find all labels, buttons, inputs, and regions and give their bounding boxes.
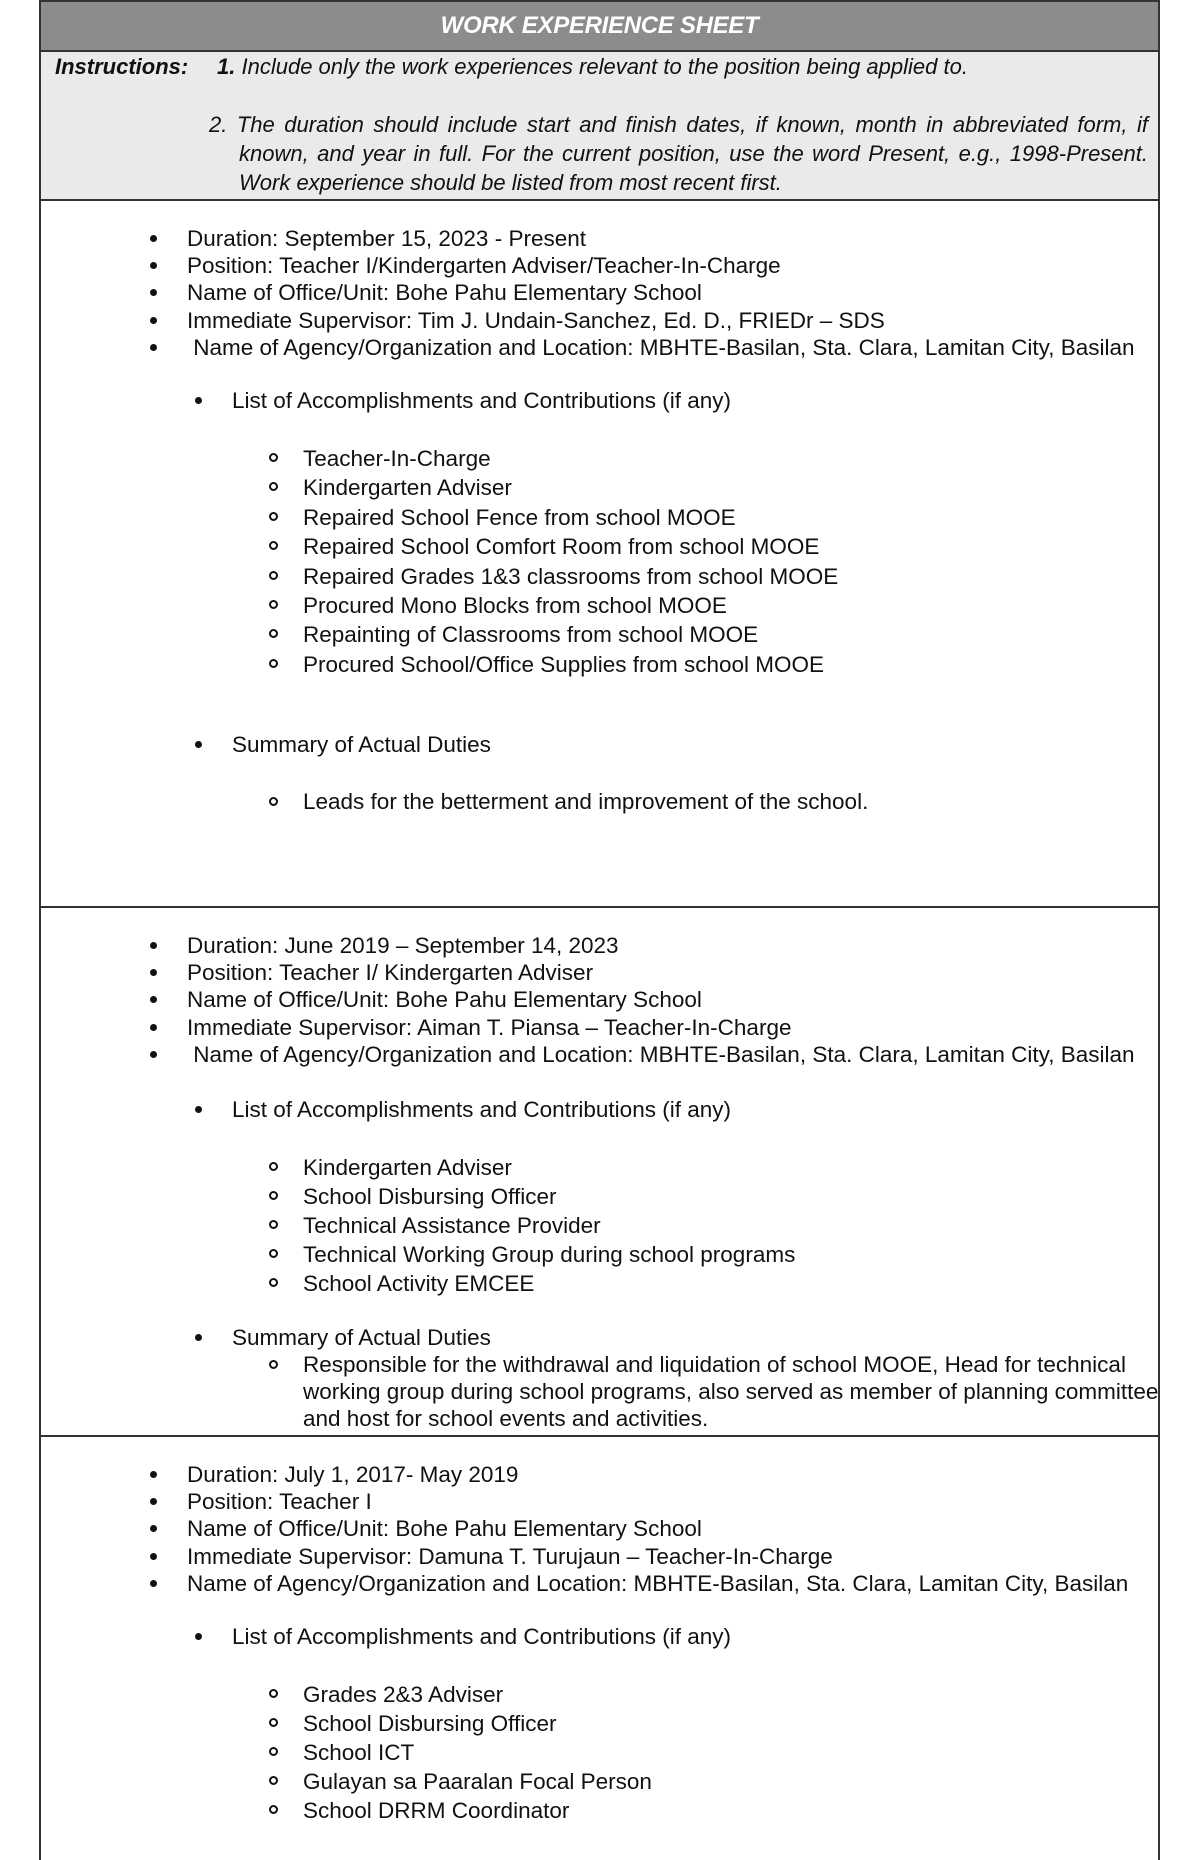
list-item: Kindergarten Adviser — [269, 1153, 795, 1182]
accomplishments-heading: List of Accomplishments and Contributions (if any) — [195, 1096, 731, 1123]
detail-supervisor: Immediate Supervisor: Damuna T. Turujaun – Teacher-In-Charge — [150, 1543, 1128, 1570]
detail-office: Name of Office/Unit: Bohe Pahu Elementary School — [150, 279, 1135, 306]
detail-agency: Name of Agency/Organization and Location: MBHTE-Basilan, Sta. Clara, Lamitan City, Basilan — [150, 1041, 1135, 1068]
list-item: Grades 2&3 Adviser — [269, 1680, 652, 1709]
detail-agency: Name of Agency/Organization and Location: MBHTE-Basilan, Sta. Clara, Lamitan City, Basilan — [150, 1570, 1128, 1597]
detail-position: Position: Teacher I — [150, 1488, 1128, 1515]
experience-entry-3 — [41, 1437, 1158, 1857]
duties-heading-list — [195, 731, 491, 758]
detail-position: Position: Teacher I/ Kindergarten Adviser — [150, 959, 1135, 986]
accomplishments-list — [269, 1680, 652, 1825]
experience-entry-1 — [41, 201, 1158, 907]
instructions-panel — [41, 52, 1158, 201]
list-item: Technical Working Group during school programs — [269, 1240, 795, 1269]
detail-duration: Duration: July 1, 2017- May 2019 — [150, 1461, 1128, 1488]
accomplishments-heading-list — [195, 1096, 731, 1123]
accomplishments-heading: List of Accomplishments and Contributions (if any) — [195, 387, 731, 414]
detail-duration: Duration: June 2019 – September 14, 2023 — [150, 932, 1135, 959]
accomplishments-heading: List of Accomplishments and Contributions (if any) — [195, 1623, 731, 1650]
list-item: Repainting of Classrooms from school MOOE — [269, 620, 838, 649]
list-item: School Disbursing Officer — [269, 1182, 795, 1211]
accomplishments-list — [269, 444, 838, 679]
list-item: School DRRM Coordinator — [269, 1796, 652, 1825]
duties-heading-list — [195, 1324, 491, 1351]
detail-office: Name of Office/Unit: Bohe Pahu Elementary School — [150, 1515, 1128, 1542]
instruction-item-1 — [217, 52, 968, 81]
detail-agency: Name of Agency/Organization and Location: MBHTE-Basilan, Sta. Clara, Lamitan City, Basilan — [150, 334, 1135, 361]
work-experience-sheet — [39, 0, 1160, 1860]
list-item: Procured Mono Blocks from school MOOE — [269, 591, 838, 620]
instruction-item-1-number: 1. — [217, 54, 236, 79]
list-item: Repaired School Fence from school MOOE — [269, 503, 838, 532]
detail-supervisor: Immediate Supervisor: Tim J. Undain-Sanchez, Ed. D., FRIEDr – SDS — [150, 307, 1135, 334]
accomplishments-list — [269, 1153, 795, 1298]
detail-office: Name of Office/Unit: Bohe Pahu Elementary School — [150, 986, 1135, 1013]
detail-duration: Duration: September 15, 2023 - Present — [150, 225, 1135, 252]
list-item: Leads for the betterment and improvement of the school. — [269, 788, 868, 815]
detail-supervisor: Immediate Supervisor: Aiman T. Piansa – Teacher-In-Charge — [150, 1014, 1135, 1041]
list-item: Responsible for the withdrawal and liquidation of school MOOE, Head for technical working group during school programs, also served as member of planning committee and host for school events and activities. — [269, 1351, 1178, 1433]
duties-list — [269, 788, 868, 815]
duties-heading: Summary of Actual Duties — [195, 731, 491, 758]
experience-entry-2 — [41, 908, 1158, 1435]
list-item: Teacher-In-Charge — [269, 444, 838, 473]
list-item: Procured School/Office Supplies from school MOOE — [269, 650, 838, 679]
instruction-item-2: 2. The duration should include start and finish dates, if known, month in abbreviated form, if known, and year in full. For the current position, use the word Present, e.g., 1998-Present. Work experience should be listed from most recent first. — [209, 112, 1148, 195]
list-item: Gulayan sa Paaralan Focal Person — [269, 1767, 652, 1796]
list-item: School Disbursing Officer — [269, 1709, 652, 1738]
list-item: Kindergarten Adviser — [269, 473, 838, 502]
experience-details — [150, 932, 1135, 1068]
list-item: Repaired Grades 1&3 classrooms from school MOOE — [269, 562, 838, 591]
duties-list — [269, 1351, 1178, 1433]
experience-details — [150, 1461, 1128, 1597]
detail-position: Position: Teacher I/Kindergarten Adviser/Teacher-In-Charge — [150, 252, 1135, 279]
list-item: Repaired School Comfort Room from school MOOE — [269, 532, 838, 561]
list-item: School ICT — [269, 1738, 652, 1767]
list-item: Technical Assistance Provider — [269, 1211, 795, 1240]
experience-details — [150, 225, 1135, 361]
instruction-item-1-text: Include only the work experiences relevant to the position being applied to. — [241, 54, 968, 79]
list-item: School Activity EMCEE — [269, 1269, 795, 1298]
accomplishments-heading-list — [195, 1623, 731, 1650]
duties-heading: Summary of Actual Duties — [195, 1324, 491, 1351]
accomplishments-heading-list — [195, 387, 731, 414]
instructions-label: Instructions: — [55, 54, 189, 79]
sheet-title: WORK EXPERIENCE SHEET — [41, 0, 1158, 52]
